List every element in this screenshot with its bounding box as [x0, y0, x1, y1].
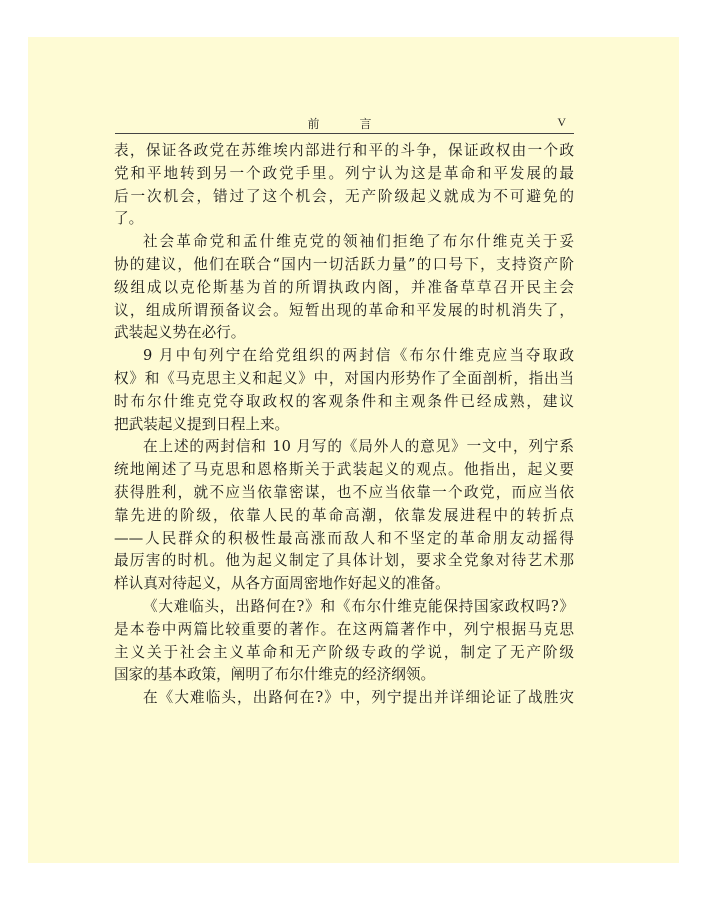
text-line: ——人民群众的积极性最高涨而敌人和不坚定的革命朋友动摇得: [114, 529, 574, 547]
text-line: 把武装起义提到日程上来。: [114, 415, 290, 433]
text-line: 9 月中旬列宁在给党组织的两封信《布尔什维克应当夺取政: [143, 347, 574, 365]
text-line: 议，组成所谓预备议会。短暂出现的革命和平发展的时机消失了，: [114, 301, 574, 319]
text-line: 武装起义势在必行。: [114, 324, 246, 342]
text-line: 统地阐述了马克思和恩格斯关于武装起义的观点。他指出，起义要: [114, 461, 574, 479]
text-line: 靠先进的阶级，依靠人民的革命高潮，依靠发展进程中的转折点: [114, 506, 574, 524]
text-line: 样认真对待起义，从各方面周密地作好起义的准备。: [114, 575, 450, 593]
paragraph: [114, 687, 574, 710]
text-line: 国家的基本政策，阐明了布尔什维克的经济纲领。: [114, 666, 436, 684]
text-line: 级组成以克伦斯基为首的所谓执政内阁，并准备草草召开民主会: [114, 278, 574, 296]
text-line: 是本卷中两篇比较重要的著作。在这两篇著作中，列宁根据马克思: [114, 620, 574, 638]
text-line: 了。: [114, 210, 144, 228]
text-line: 最厉害的时机。他为起义制定了具体计划，要求全党象对待艺术那: [114, 552, 574, 570]
text-line: 权》和《马克思主义和起义》中，对国内形势作了全面剖析，指出当: [114, 369, 574, 387]
paragraph: [114, 345, 574, 436]
paragraph: [114, 231, 574, 345]
text-line: 在上述的两封信和 10 月写的《局外人的意见》一文中，列宁系: [143, 438, 574, 456]
text-line: 后一次机会，错过了这个机会，无产阶级起义就成为不可避免的: [114, 187, 574, 205]
running-header: [115, 113, 574, 134]
text-line: 《大难临头，出路何在?》和《布尔什维克能保持国家政权吗?》: [143, 597, 574, 615]
text-line: 社会革命党和孟什维克党的领袖们拒绝了布尔什维克关于妥: [143, 233, 574, 251]
body-text: [114, 140, 574, 710]
text-line: 协的建议，他们在联合“国内一切活跃力量”的口号下，支持资产阶: [114, 255, 574, 273]
text-line: 党和平地转到另一个政党手里。列宁认为这是革命和平发展的最: [114, 164, 574, 182]
header-title: 前言: [307, 117, 412, 131]
paragraph: [114, 140, 574, 231]
text-line: 主义关于社会主义革命和无产阶级专政的学说，制定了无产阶级: [114, 643, 574, 661]
paragraph: [114, 436, 574, 596]
text-line: 在《大难临头，出路何在?》中，列宁提出并详细论证了战胜灾: [143, 689, 574, 707]
text-line: 时布尔什维克党夺取政权的客观条件和主观条件已经成熟，建议: [114, 392, 574, 410]
text-line: 表，保证各政党在苏维埃内部进行和平的斗争，保证政权由一个政: [114, 142, 574, 159]
paragraph: [114, 596, 574, 687]
page-number: V: [557, 115, 566, 129]
text-line: 获得胜利，就不应当依靠密谋，也不应当依靠一个政党，而应当依: [114, 483, 574, 501]
